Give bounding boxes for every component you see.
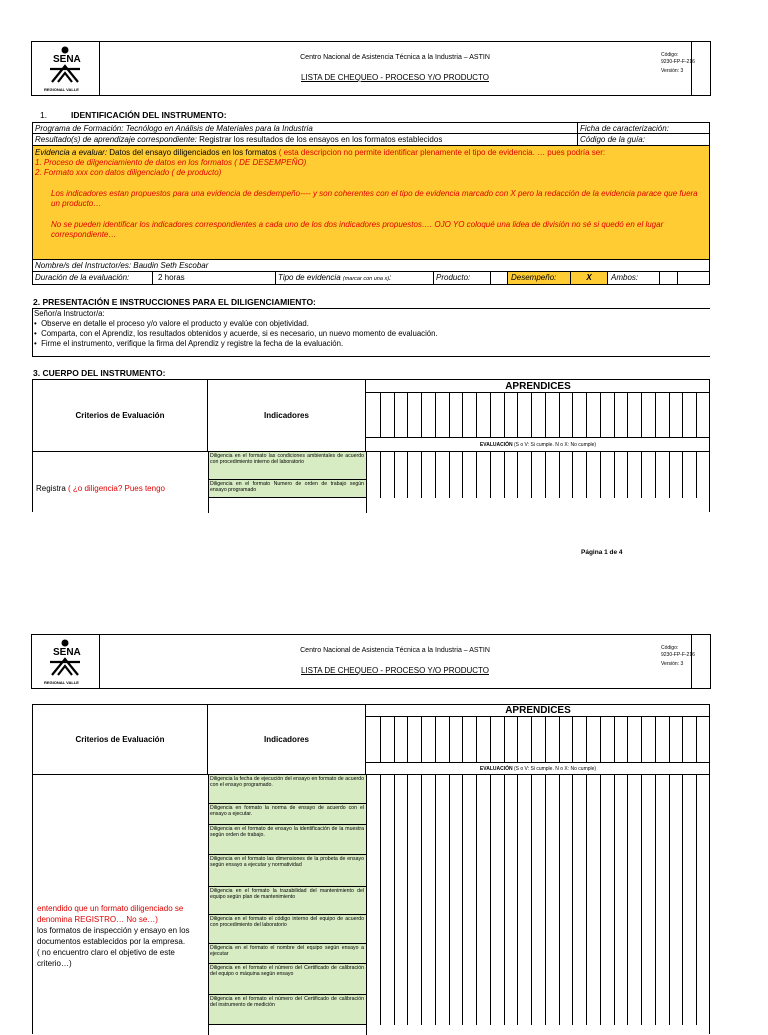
- grid-column-line: [696, 452, 697, 498]
- version: Versión: 3: [661, 68, 684, 74]
- instruction-2-text: Comparta, con el Aprendiz, los resultados obtenidos y acuerde, si es necesario, un nuevo momento de evaluación.: [41, 329, 438, 338]
- grid-column-line: [476, 393, 477, 437]
- grid-column-line: [449, 393, 450, 437]
- indicador-p2-4: Diligencia en el formato las dimensiones de la probeta de ensayo según ensayo a ejecutar y normatividad: [208, 855, 366, 887]
- grid-column-line: [462, 452, 463, 498]
- grid-column-line: [449, 452, 450, 498]
- doc-title: LISTA DE CHEQUEO - PROCESO Y/O PRODUCTO: [300, 73, 490, 82]
- evaluation-table-p2: [32, 704, 710, 1034]
- instructions: [32, 309, 710, 349]
- grid-column-line: [421, 775, 422, 1025]
- instruction-1-text: Observe en detalle el proceso y/o valore el producto y evalúe con objetividad.: [41, 319, 309, 328]
- grid-column-line: [476, 717, 477, 762]
- grid-column-line: [545, 717, 546, 762]
- grid-column-line: [394, 393, 395, 437]
- evaluacion-hint: (S o V: Si cumple. N o X: No cumple): [514, 442, 597, 448]
- instructor: Nombre/s del Instructor/es: Baudin Seth Escobar: [35, 261, 209, 270]
- indicadores-header: Indicadores: [208, 380, 366, 452]
- grid-column-line: [655, 775, 656, 1025]
- instruction-1: • Observe en detalle el proceso y/o valore el producto y evalúe con objetividad.: [34, 319, 309, 328]
- grid-column-line: [394, 452, 395, 498]
- indicador-p2-3: Diligencia en el formato de ensayo la identificación de la muestra según orden de trabajo.: [208, 825, 366, 855]
- code-label-2: Código:: [661, 645, 679, 651]
- grid-column-line: [504, 393, 505, 437]
- grid-column-line: [394, 717, 395, 762]
- org-name-2: Centro Nacional de Asistencia Técnica a la Industria – ASTIN: [300, 647, 490, 654]
- indicadores-header-2: Indicadores: [208, 705, 366, 775]
- grid-column-line: [600, 775, 601, 1025]
- greeting: Señor/a Instructor/a:: [34, 309, 105, 318]
- grid-column-line: [682, 452, 683, 498]
- grid-column-line: [462, 393, 463, 437]
- grid-column-line: [600, 452, 601, 498]
- grid-column-line: [504, 775, 505, 1025]
- section1-number: 1.: [40, 110, 48, 120]
- logo-region-2: REGIONAL VALLE: [44, 680, 79, 685]
- duracion-row: Duración de la evaluación: 2 horas Tipo de evidencia (marcar con una x): Producto: Desempeño: X Ambos:: [32, 272, 710, 285]
- grid-column-line: [669, 717, 670, 762]
- grid-column-line: [407, 775, 408, 1025]
- grid-column-line: [586, 393, 587, 437]
- evaluacion-label-2: EVALUACIÓN: [479, 766, 513, 772]
- indicador-p1-1: Diligencia en el formato las condiciones ambientales de acuerdo con procedimiento interno del laboratorio: [208, 452, 366, 480]
- criterios-header-2: Criterios de Evaluación: [33, 705, 208, 775]
- grid-column-line: [614, 717, 615, 762]
- grid-column-line: [462, 717, 463, 762]
- grid-column-line: [449, 717, 450, 762]
- version-2: Versión: 3: [661, 661, 684, 667]
- grid-column-line: [627, 717, 628, 762]
- grid-column-line: [627, 775, 628, 1025]
- aprendices-grid: [366, 393, 710, 438]
- indicador-p2-5: Diligencia en el formato la trazabilidad del mantenimiento del equipo según plan de mantenimiento: [208, 887, 366, 915]
- grid-column-line: [614, 775, 615, 1025]
- grid-column-line: [407, 393, 408, 437]
- aprendices-header-2: APRENDICES: [366, 705, 710, 717]
- instruction-2: • Comparta, con el Aprendiz, los resultados obtenidos y acuerde, si es necesario, un nuevo momento de evaluación.: [34, 329, 438, 338]
- indicador-p2-1: Diligencia la fecha de ejecución del ensayo en formato de acuerdo con el ensayo programado.: [208, 775, 366, 804]
- criterio-p2-red: entendido que un formato diligenciado se denomina REGISTRO… No se…): [37, 904, 184, 924]
- grid-column-line: [490, 452, 491, 498]
- grid-column-line: [490, 393, 491, 437]
- instructor-row: [32, 260, 710, 272]
- grid-column-line: [614, 452, 615, 498]
- instruction-3: • Firme el instrumento, verifique la firma del Aprendiz y registre la fecha de la evaluación.: [34, 339, 344, 348]
- grid-column-line: [407, 452, 408, 498]
- section1-title: IDENTIFICACIÓN DEL INSTRUMENTO:: [71, 110, 227, 120]
- desempeno-mark: X: [571, 272, 607, 284]
- grid-column-line: [655, 393, 656, 437]
- grid-column-line: [559, 775, 560, 1025]
- logo-region: REGIONAL VALLE: [44, 87, 79, 92]
- grid-column-line: [641, 775, 642, 1025]
- grid-column-line: [490, 717, 491, 762]
- page2-header: [31, 634, 711, 689]
- grid-column-line: [462, 775, 463, 1025]
- grid-column-line: [682, 775, 683, 1025]
- grid-column-line: [531, 775, 532, 1025]
- criterio-p2-note: ( no encuentro claro el objetivo de este criterio…): [37, 948, 175, 968]
- grid-column-line: [655, 717, 656, 762]
- grid-column-line: [669, 775, 670, 1025]
- grid-column-line: [600, 717, 601, 762]
- grid-column-line: [696, 717, 697, 762]
- grid-column-line: [682, 393, 683, 437]
- grid-column-line: [655, 452, 656, 498]
- indicador-p2-7: Diligencia en el formato el nombre del equipo según ensayo a ejecutar: [208, 944, 366, 964]
- ficha: Ficha de caracterización:: [580, 124, 669, 133]
- duracion-value: 2 horas: [158, 273, 185, 282]
- evidencia-label: Evidencia a evaluar:: [35, 148, 108, 157]
- grid-column-line: [572, 393, 573, 437]
- grid-column-line: [696, 393, 697, 437]
- codigo-guia: Código de la guía:: [580, 135, 645, 144]
- grid-column-line: [476, 775, 477, 1025]
- grid-column-line: [586, 452, 587, 498]
- evidencia-item-2: 2. Formato xxx con datos diligenciado ( de producto): [35, 168, 222, 177]
- grid-column-line: [421, 717, 422, 762]
- grid-column-line: [682, 717, 683, 762]
- grid-column-line: [421, 452, 422, 498]
- aprendices-grid-body: [366, 452, 710, 498]
- page1-header: [31, 41, 711, 96]
- grid-column-line: [600, 393, 601, 437]
- grid-column-line: [572, 452, 573, 498]
- evidencia-note-1: Los indicadores estan propuestos para una evidencia de desdempeño---- y son coherentes con el tipo de evidencia marcado con X pero la redacción de la evidencia parace que fuera un producto…: [51, 189, 698, 208]
- grid-column-line: [696, 775, 697, 1025]
- grid-column-line: [531, 452, 532, 498]
- logo-text-2: SENA: [53, 647, 81, 658]
- tipo-label: Tipo de evidencia: [278, 273, 341, 282]
- grid-column-line: [476, 452, 477, 498]
- page-number: Página 1 de 4: [581, 549, 623, 556]
- grid-column-line: [669, 393, 670, 437]
- grid-column-line: [641, 717, 642, 762]
- code-value-2: 9230-FP-F-216: [661, 652, 695, 658]
- grid-column-line: [669, 452, 670, 498]
- sena-logo-2: [32, 635, 100, 688]
- grid-column-line: [380, 717, 381, 762]
- grid-column-line: [559, 452, 560, 498]
- evidencia-value: Datos del ensayo diligenciados en los formatos: [107, 148, 279, 157]
- grid-column-line: [407, 717, 408, 762]
- criterio-p1-red: ( ¿o diligencia? Pues tengo: [65, 484, 165, 493]
- grid-column-line: [627, 393, 628, 437]
- grid-column-line: [435, 452, 436, 498]
- section2-title: 2. PRESENTACIÓN E INSTRUCCIONES PARA EL DILIGENCIAMIENTO:: [33, 297, 316, 307]
- grid-column-line: [614, 393, 615, 437]
- indicador-p1-2: Diligencia en el formato Numero de orden de trabajo según ensayo programado: [208, 480, 366, 498]
- resultado-row: [32, 134, 710, 146]
- grid-column-line: [559, 393, 560, 437]
- grid-column-line: [517, 775, 518, 1025]
- evidencia-note-2: No se pueden identificar los indicadores correspondientes a cada uno de los dos indicadores propuestos…. OJO YO coloqué una lidea de división no sé si quedó en el lugar correspondiente…: [51, 220, 664, 239]
- criterios-header: Criterios de Evaluación: [33, 380, 208, 452]
- ambos-label: Ambos:: [611, 273, 639, 282]
- grid-column-line: [586, 775, 587, 1025]
- code-label: Código:: [661, 52, 679, 58]
- grid-column-line: [435, 717, 436, 762]
- evaluacion-label: EVALUACIÓN: [479, 442, 513, 448]
- grid-column-line: [531, 393, 532, 437]
- programa-row: [32, 122, 710, 134]
- grid-column-line: [490, 775, 491, 1025]
- criterio-p1: [36, 484, 165, 493]
- evidencia-box: [32, 146, 710, 260]
- grid-column-line: [641, 452, 642, 498]
- grid-column-line: [504, 452, 505, 498]
- resultado-label: Resultado(s) de aprendizaje correspondiente:: [35, 135, 197, 144]
- criterio-p2-black: los formatos de inspección y ensayo en los documentos establecidos por la empresa.: [37, 926, 190, 946]
- indicador-p2-6: Diligencia en el formato el código interno del equipo de acuerdo con procedimiento del laboratorio: [208, 915, 366, 944]
- grid-column-line: [380, 393, 381, 437]
- desempeno-label: Desempeño:: [508, 272, 570, 284]
- grid-column-line: [531, 717, 532, 762]
- grid-column-line: [449, 775, 450, 1025]
- org-name: Centro Nacional de Asistencia Técnica a la Industria – ASTIN: [300, 54, 490, 61]
- instruction-3-text: Firme el instrumento, verifique la firma del Aprendiz y registre la fecha de la evaluación.: [41, 339, 344, 348]
- tipo-hint: (marcar con una x): [342, 276, 390, 282]
- grid-column-line: [517, 393, 518, 437]
- indicador-p2-8: Diligencia en el formato el número del Certificado de calibración del equipo o máquina según ensayo: [208, 964, 366, 995]
- grid-column-line: [380, 775, 381, 1025]
- evidencia-note: ( esta descripcion no permite identificar plenamente el tipo de evidencia. … pues podría ser:: [278, 148, 606, 157]
- grid-column-line: [559, 717, 560, 762]
- doc-code-2: [658, 635, 710, 688]
- grid-column-line: [545, 775, 546, 1025]
- aprendices-grid-2: [366, 717, 710, 763]
- grid-column-line: [517, 452, 518, 498]
- logo-text: SENA: [53, 54, 81, 65]
- grid-column-line: [545, 452, 546, 498]
- evaluacion-row-2: [366, 763, 710, 775]
- evaluacion-hint-2: (S o V: Si cumple. N o X: No cumple): [514, 766, 597, 772]
- aprendices-header: APRENDICES: [366, 380, 710, 393]
- criterio-p2: [37, 903, 205, 969]
- grid-column-line: [517, 717, 518, 762]
- doc-code: [658, 42, 710, 95]
- section3-title: 3. CUERPO DEL INSTRUMENTO:: [33, 368, 166, 378]
- grid-column-line: [394, 775, 395, 1025]
- grid-column-line: [380, 452, 381, 498]
- producto-label: Producto:: [436, 273, 471, 282]
- programa: Programa de Formación: Tecnólogo en Análisis de Materiales para la Industria: [35, 124, 313, 133]
- grid-column-line: [435, 393, 436, 437]
- evaluacion-row: [366, 438, 710, 452]
- indicador-p2-9: Diligencia en el formato el número del Certificado de calibración del instrumento de medición: [208, 995, 366, 1025]
- grid-column-line: [627, 452, 628, 498]
- duracion-label: Duración de la evaluación:: [35, 273, 130, 282]
- sena-logo: [32, 42, 100, 95]
- grid-column-line: [545, 393, 546, 437]
- indicador-p2-2: Diligencia en formato la norma de ensayo de acuerdo con el ensayo a ejecutar.: [208, 804, 366, 825]
- grid-column-line: [586, 717, 587, 762]
- code-value: 9230-FP-F-216: [661, 59, 695, 65]
- resultado-value: Registrar los resultados de los ensayos en los formatos establecidos: [196, 135, 443, 144]
- grid-column-line: [572, 775, 573, 1025]
- evidencia-item-1: 1. Proceso de dilgenciamiento de datos en los formatos ( DE DESEMPEÑO): [35, 158, 307, 167]
- grid-column-line: [641, 393, 642, 437]
- grid-column-line: [435, 775, 436, 1025]
- doc-title-2: LISTA DE CHEQUEO - PROCESO Y/O PRODUCTO: [300, 666, 490, 675]
- evaluation-table-p1: [32, 379, 710, 512]
- aprendices-grid-body-2: [366, 775, 710, 1025]
- grid-column-line: [572, 717, 573, 762]
- grid-column-line: [504, 717, 505, 762]
- grid-column-line: [421, 393, 422, 437]
- criterio-p1-black: Registra: [36, 484, 66, 493]
